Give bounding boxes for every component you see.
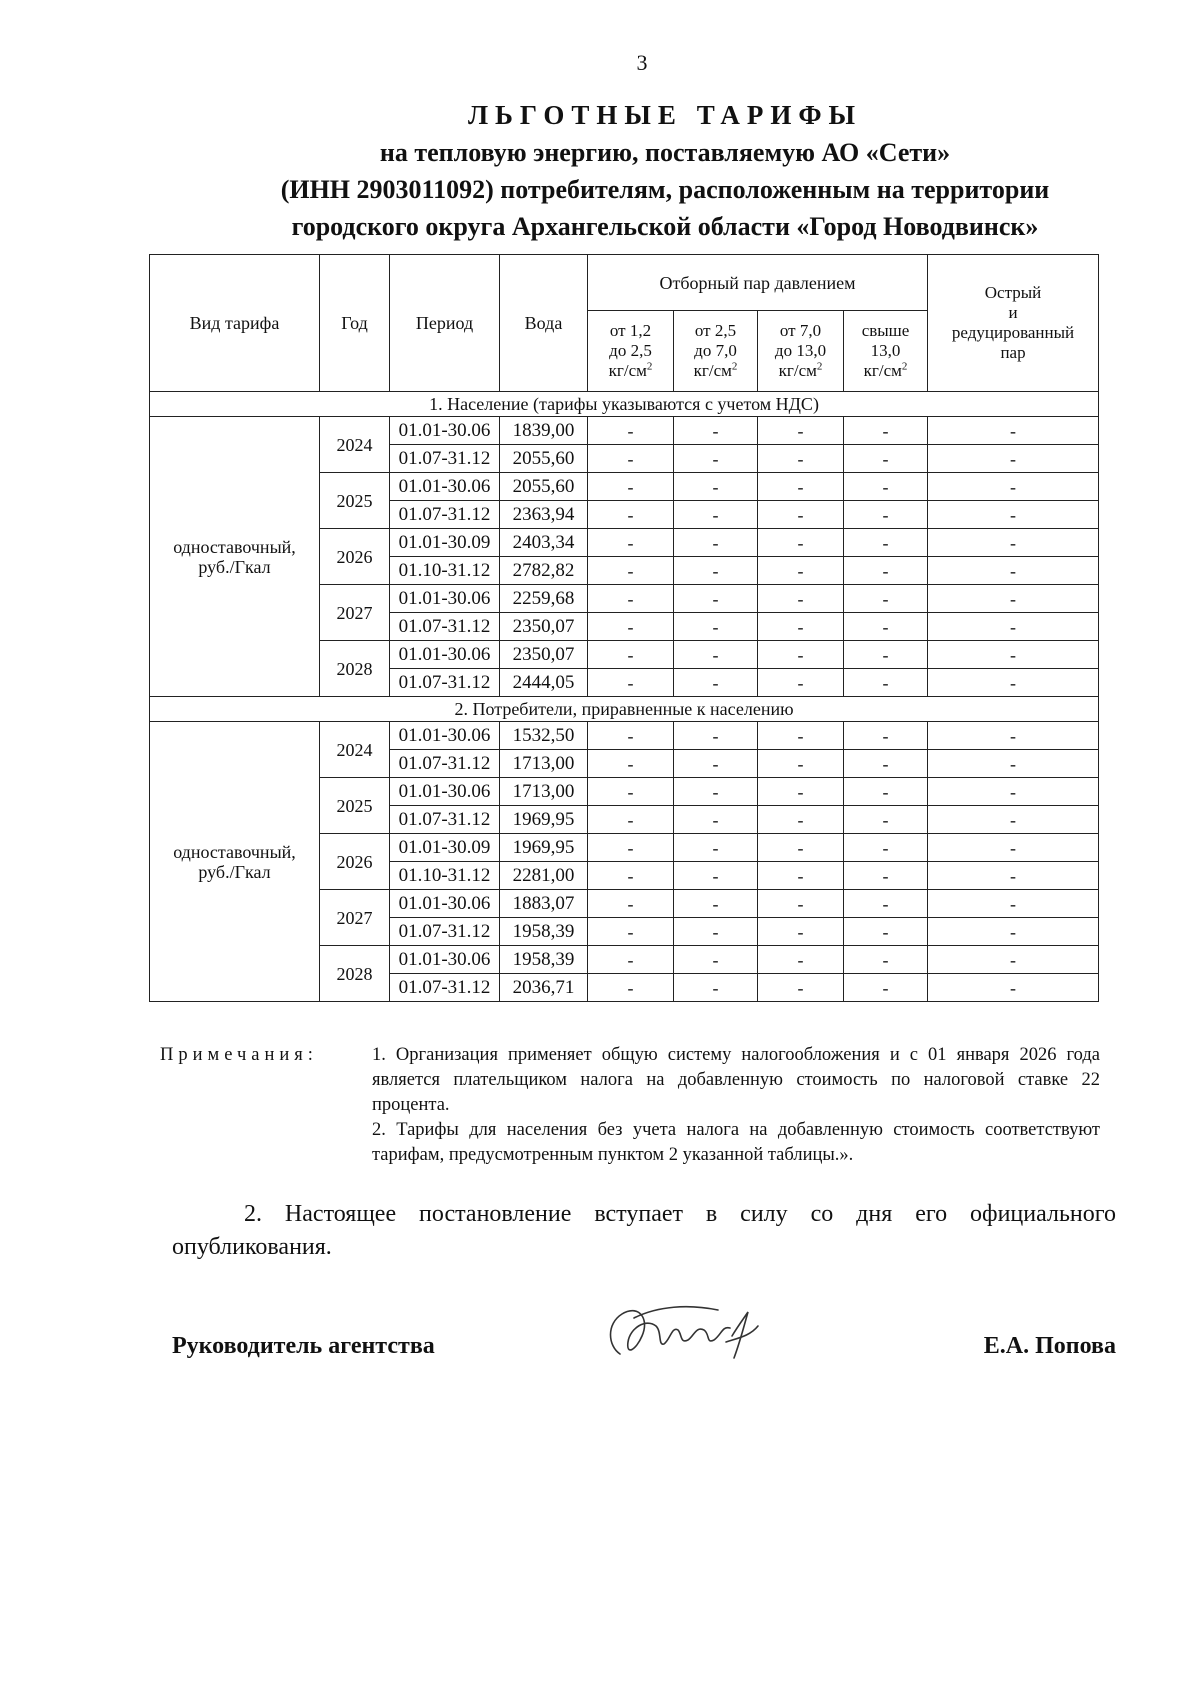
header-sharp-steam [928,255,1099,392]
period-cell: 01.01-30.06 [390,890,500,918]
empty-tariff-cell: - [844,750,928,778]
section-header-row [150,697,1099,722]
empty-tariff-cell: - [844,834,928,862]
empty-tariff-cell: - [928,613,1099,641]
header-selected-steam: Отборный пар давлением [588,255,928,311]
period-cell: 01.01-30.06 [390,946,500,974]
period-cell: 01.01-30.09 [390,834,500,862]
empty-tariff-cell: - [588,613,674,641]
tariff-type-cell [150,417,320,697]
water-tariff-cell: 1713,00 [500,750,588,778]
empty-tariff-cell: - [674,557,758,585]
header-water: Вода [500,255,588,392]
period-cell: 01.01-30.06 [390,417,500,445]
empty-tariff-cell: - [758,862,844,890]
empty-tariff-cell: - [588,641,674,669]
empty-tariff-cell: - [758,750,844,778]
period-cell: 01.07-31.12 [390,501,500,529]
pressure-2-from: от 2,5 [694,321,737,340]
water-tariff-cell: 2403,34 [500,529,588,557]
notes-body [372,1043,1100,1168]
pressure-4-from: свыше [861,321,910,340]
empty-tariff-cell: - [758,585,844,613]
water-tariff-cell: 1532,50 [500,722,588,750]
empty-tariff-cell: - [758,806,844,834]
empty-tariff-cell: - [674,750,758,778]
table-row [150,722,1099,750]
year-cell: 2026 [320,834,390,890]
pressure-4-unit: $кг/см^2$ [863,360,908,380]
empty-tariff-cell: - [844,669,928,697]
section-title: 1. Население (тарифы указываются с учетом НДС) [150,392,1099,417]
title-line-2: (ИНН 2903011092) потребителям, расположенным на территории [280,175,1050,204]
empty-tariff-cell: - [758,417,844,445]
empty-tariff-cell: - [844,641,928,669]
period-cell: 01.10-31.12 [390,862,500,890]
empty-tariff-cell: - [588,750,674,778]
empty-tariff-cell: - [674,669,758,697]
tariff-type-line: руб./Гкал [198,861,271,882]
title-main: ЛЬГОТНЫЕ ТАРИФЫ [467,100,863,130]
notes [160,1043,1100,1168]
empty-tariff-cell: - [588,585,674,613]
pressure-3-unit: $кг/см^2$ [778,360,823,380]
page-number: 3 [636,50,648,75]
empty-tariff-cell: - [674,778,758,806]
period-cell: 01.01-30.06 [390,722,500,750]
pressure-3-to: до 13,0 [774,341,827,360]
empty-tariff-cell: - [674,613,758,641]
empty-tariff-cell: - [928,529,1099,557]
header-pressure-2 [674,311,758,392]
empty-tariff-cell: - [928,946,1099,974]
empty-tariff-cell: - [588,557,674,585]
empty-tariff-cell: - [844,529,928,557]
empty-tariff-cell: - [928,585,1099,613]
empty-tariff-cell: - [758,834,844,862]
water-tariff-cell: 1958,39 [500,946,588,974]
pressure-1-unit: $кг/см^2$ [608,360,653,380]
empty-tariff-cell: - [588,862,674,890]
signer-title: Руководитель агентства [172,1333,435,1359]
empty-tariff-cell: - [928,722,1099,750]
empty-tariff-cell: - [844,918,928,946]
empty-tariff-cell: - [588,946,674,974]
tariff-type-cell [150,722,320,1002]
year-cell: 2028 [320,641,390,697]
section-header-row [150,392,1099,417]
header-year: Год [320,255,390,392]
period-cell: 01.07-31.12 [390,613,500,641]
empty-tariff-cell: - [844,974,928,1002]
empty-tariff-cell: - [844,585,928,613]
empty-tariff-cell: - [674,529,758,557]
water-tariff-cell: 2444,05 [500,669,588,697]
empty-tariff-cell: - [758,641,844,669]
empty-tariff-cell: - [928,417,1099,445]
empty-tariff-cell: - [758,946,844,974]
empty-tariff-cell: - [844,501,928,529]
empty-tariff-cell: - [758,778,844,806]
empty-tariff-cell: - [928,918,1099,946]
empty-tariff-cell: - [844,890,928,918]
year-cell: 2027 [320,585,390,641]
water-tariff-cell: 2350,07 [500,613,588,641]
empty-tariff-cell: - [758,722,844,750]
tariff-type-line: руб./Гкал [198,556,271,577]
period-cell: 01.01-30.09 [390,529,500,557]
empty-tariff-cell: - [674,834,758,862]
year-cell: 2025 [320,778,390,834]
empty-tariff-cell: - [674,473,758,501]
period-cell: 01.01-30.06 [390,778,500,806]
water-tariff-cell: 2281,00 [500,862,588,890]
header-tariff-type: Вид тарифа [150,255,320,392]
empty-tariff-cell: - [928,750,1099,778]
water-tariff-cell: 2259,68 [500,585,588,613]
empty-tariff-cell: - [588,445,674,473]
empty-tariff-cell: - [758,890,844,918]
empty-tariff-cell: - [844,862,928,890]
empty-tariff-cell: - [588,974,674,1002]
water-tariff-cell: 2350,07 [500,641,588,669]
period-cell: 01.07-31.12 [390,669,500,697]
header-period: Период [390,255,500,392]
period-cell: 01.07-31.12 [390,445,500,473]
empty-tariff-cell: - [588,890,674,918]
header-pressure-3 [758,311,844,392]
empty-tariff-cell: - [674,974,758,1002]
empty-tariff-cell: - [844,417,928,445]
empty-tariff-cell: - [844,557,928,585]
period-cell: 01.01-30.06 [390,641,500,669]
empty-tariff-cell: - [928,890,1099,918]
water-tariff-cell: 1958,39 [500,918,588,946]
empty-tariff-cell: - [844,445,928,473]
header-pressure-1 [588,311,674,392]
empty-tariff-cell: - [844,946,928,974]
period-cell: 01.07-31.12 [390,918,500,946]
empty-tariff-cell: - [588,669,674,697]
empty-tariff-cell: - [588,529,674,557]
empty-tariff-cell: - [758,501,844,529]
empty-tariff-cell: - [758,445,844,473]
note-1: 1. Организация применяет общую систему налогообложения и с 01 января 2026 года является плательщиком налога на добавленную стоимость по налоговой ставке 22 процента. [372,1045,1100,1115]
header-pressure-4 [844,311,928,392]
period-cell: 01.07-31.12 [390,750,500,778]
water-tariff-cell: 1883,07 [500,890,588,918]
period-cell: 01.07-31.12 [390,974,500,1002]
empty-tariff-cell: - [588,778,674,806]
empty-tariff-cell: - [928,669,1099,697]
empty-tariff-cell: - [588,473,674,501]
empty-tariff-cell: - [674,722,758,750]
empty-tariff-cell: - [928,445,1099,473]
water-tariff-cell: 2055,60 [500,445,588,473]
table-row [150,417,1099,445]
year-cell: 2024 [320,722,390,778]
empty-tariff-cell: - [928,778,1099,806]
empty-tariff-cell: - [674,890,758,918]
header-sharp-line-1: Острый [984,283,1042,302]
pressure-1-to: до 2,5 [609,341,652,360]
water-tariff-cell: 2055,60 [500,473,588,501]
period-cell: 01.07-31.12 [390,806,500,834]
water-tariff-cell: 1969,95 [500,834,588,862]
empty-tariff-cell: - [928,557,1099,585]
empty-tariff-cell: - [674,501,758,529]
pressure-2-unit: $кг/см^2$ [693,360,738,380]
period-cell: 01.01-30.06 [390,473,500,501]
water-tariff-cell: 2782,82 [500,557,588,585]
empty-tariff-cell: - [758,529,844,557]
title-line-1: на тепловую энергию, поставляемую АО «Сети» [379,138,951,167]
empty-tariff-cell: - [844,473,928,501]
year-cell: 2026 [320,529,390,585]
header-sharp-line-4: пар [1000,343,1026,362]
empty-tariff-cell: - [674,585,758,613]
empty-tariff-cell: - [674,417,758,445]
header-sharp-line-3: редуцированный [951,323,1075,342]
empty-tariff-cell: - [588,834,674,862]
empty-tariff-cell: - [928,473,1099,501]
tariff-type-line: одноставочный, [173,841,296,862]
period-cell: 01.10-31.12 [390,557,500,585]
resolution-clause: 2. Настоящее постановление вступает в силу со дня его официального опубликования. [172,1201,1116,1260]
empty-tariff-cell: - [758,974,844,1002]
empty-tariff-cell: - [928,974,1099,1002]
empty-tariff-cell: - [674,641,758,669]
empty-tariff-cell: - [588,501,674,529]
signature [598,1296,798,1376]
empty-tariff-cell: - [758,613,844,641]
empty-tariff-cell: - [844,806,928,834]
year-cell: 2025 [320,473,390,529]
empty-tariff-cell: - [928,862,1099,890]
tariff-table-body [150,392,1099,1002]
water-tariff-cell: 1713,00 [500,778,588,806]
year-cell: 2024 [320,417,390,473]
empty-tariff-cell: - [674,806,758,834]
section-title: 2. Потребители, приравненные к населению [150,697,1099,722]
empty-tariff-cell: - [758,669,844,697]
empty-tariff-cell: - [928,641,1099,669]
empty-tariff-cell: - [674,862,758,890]
empty-tariff-cell: - [674,445,758,473]
empty-tariff-cell: - [928,501,1099,529]
empty-tariff-cell: - [928,806,1099,834]
pressure-1-from: от 1,2 [609,321,652,340]
water-tariff-cell: 2363,94 [500,501,588,529]
tariff-type-line: одноставочный, [173,536,296,557]
empty-tariff-cell: - [844,613,928,641]
water-tariff-cell: 2036,71 [500,974,588,1002]
notes-label: Примечания: [160,1045,318,1065]
empty-tariff-cell: - [588,918,674,946]
period-cell: 01.01-30.06 [390,585,500,613]
header-sharp-line-2: и [1008,303,1018,322]
empty-tariff-cell: - [588,722,674,750]
signer-name: Е.А. Попова [983,1333,1116,1359]
title-line-3: городского округа Архангельской области «Город Новодвинск» [291,212,1039,241]
empty-tariff-cell: - [588,806,674,834]
pressure-3-from: от 7,0 [779,321,822,340]
empty-tariff-cell: - [844,722,928,750]
empty-tariff-cell: - [844,778,928,806]
water-tariff-cell: 1839,00 [500,417,588,445]
pressure-2-to: до 7,0 [694,341,737,360]
document-title [150,96,1180,245]
year-cell: 2028 [320,946,390,1002]
empty-tariff-cell: - [758,918,844,946]
empty-tariff-cell: - [758,473,844,501]
empty-tariff-cell: - [674,918,758,946]
tariff-table [149,254,1099,1002]
year-cell: 2027 [320,890,390,946]
empty-tariff-cell: - [758,557,844,585]
empty-tariff-cell: - [928,834,1099,862]
note-2: 2. Тарифы для населения без учета налога на добавленную стоимость соответствуют тарифам, предусмотренным пунктом 2 указанной таблицы.». [372,1120,1100,1165]
empty-tariff-cell: - [674,946,758,974]
empty-tariff-cell: - [588,417,674,445]
water-tariff-cell: 1969,95 [500,806,588,834]
pressure-4-to: 13,0 [870,341,901,360]
